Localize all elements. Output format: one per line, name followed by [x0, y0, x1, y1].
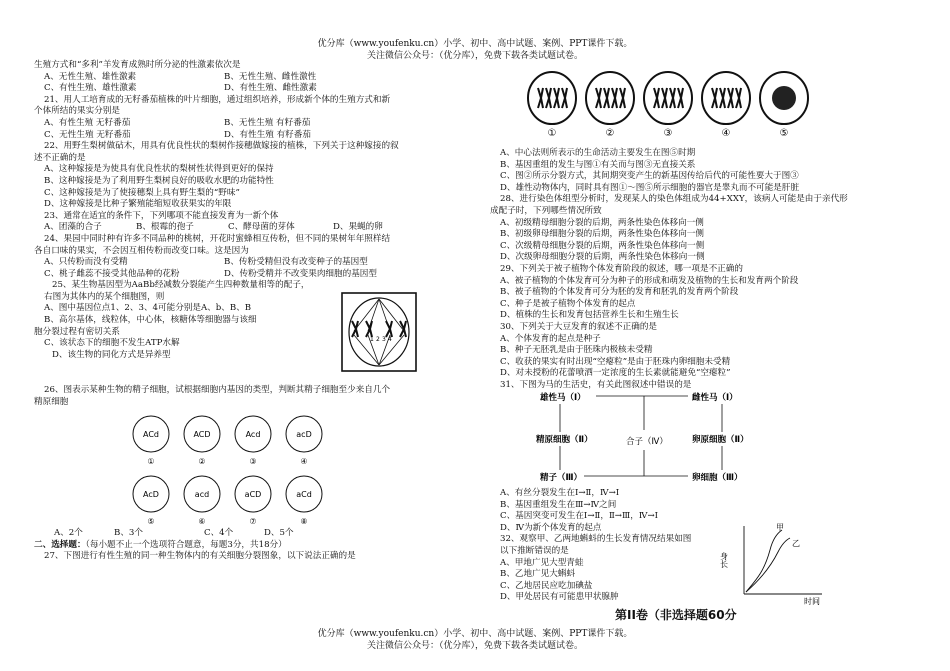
- q20-option-c: C、有性生殖、雄性激素: [44, 83, 137, 94]
- q20-options: [34, 72, 454, 84]
- q29-option-d: D、植株的生长和发育包括营养生长和生殖生长: [500, 310, 679, 321]
- q24-option-c: C、桃子雌蕊不接受其他品种的花粉: [44, 268, 180, 279]
- part-2-title: 第II卷（非选择题60分: [615, 608, 737, 622]
- q23-options: [34, 222, 454, 234]
- q31-option-d: D、Ⅳ为新个体发育的起点: [500, 522, 602, 533]
- sperm-cell-genotype: acd: [194, 490, 210, 499]
- q25-stem-2: 右图为其体内的某个细胞图，则: [44, 291, 165, 302]
- q21-stem-2: 个体所结的果实分别是: [34, 106, 120, 117]
- q21-option-b: B、无性生殖 有籽番茄: [224, 117, 311, 128]
- q31-life-cycle-diagram: [532, 388, 762, 486]
- left-column-bottom: [34, 528, 356, 563]
- q20-stem: 生殖方式和“多利”羊发育成熟时所分泌的性激素依次是: [34, 60, 241, 70]
- sperm-cell-genotype: aCd: [296, 490, 312, 499]
- q22-option-b: B、这种嫁接是为了利用野生梨树良好的吸收水肥的功能特性: [44, 175, 274, 186]
- q25-cell-figure: [340, 291, 418, 373]
- footer-line-1: 优分库（www.youfenku.cn）小学、初中、高中试题、案例、PPT课件下载。: [317, 629, 633, 639]
- q31-option-c: C、基因突变可发生在Ⅰ→Ⅱ，Ⅱ→Ⅲ，Ⅳ→Ⅰ: [500, 511, 659, 522]
- q26-cells-svg: [128, 412, 338, 532]
- q29-option-c: C、种子是被子植物个体发育的起点: [500, 298, 636, 309]
- footer-line-2: 关注微信公众号：（优分库），免费下载各类试题试卷。: [366, 641, 583, 651]
- section-2-title: 二、选择题：: [34, 539, 86, 550]
- q25-option-b: B、高尔基体，线粒体，中心体，核糖体等细胞器与该细: [44, 315, 257, 326]
- sperm-cell-genotype: ACD: [193, 430, 211, 439]
- q27-cell-1: [528, 72, 576, 139]
- q24-stem-2: 各自口味的果实，不会因互相传粉而改变口味。这是因为: [34, 245, 249, 256]
- q31-egg: 卵细胞（Ⅲ）: [692, 473, 743, 483]
- q20-option-a: A、无性生殖、雄性激素: [44, 71, 137, 82]
- q21-option-c: C、无性生殖 无籽番茄: [44, 129, 131, 140]
- sperm-cell-genotype: Acd: [245, 430, 261, 439]
- sperm-cell-number: ①: [147, 457, 155, 466]
- q27-cell-4: [702, 72, 750, 139]
- q25-option-a: A、图中基因位点1、2、3、4可能分别是A、b、B、B: [44, 303, 252, 314]
- q25-option-c: C、该状态下的细胞不发生ATP水解: [44, 338, 180, 349]
- q28-option-b: B、初级卵母细胞分裂的后期，两条性染色体移向一侧: [500, 229, 704, 240]
- q21-option-a: A、有性生殖 无籽番茄: [44, 117, 131, 128]
- q27-option-a: A、中心法则所表示的生命活动主要发生在图⑤时期: [500, 148, 696, 158]
- q21-stem: 21、用人工培育成的无籽番茄植株的叶片细胞，通过组织培养，形成新个体的生殖方式和新: [44, 94, 391, 105]
- q32-stem-2: 以下推断错误的是: [500, 545, 569, 556]
- q28-option-d: D、次级卵母细胞分裂的后期，两条性染色体移向一侧: [500, 252, 705, 263]
- q32-y-label: 身长: [719, 552, 729, 568]
- q26-sperm-cells: [128, 412, 338, 532]
- q32-option-a: A、甲地广见大型青蛙: [500, 557, 584, 568]
- q22-option-d: D、这种嫁接是比种子繁殖能缩短收获果实的年限: [44, 199, 232, 210]
- sperm-cell-number: ⑦: [249, 517, 257, 526]
- q31-female-adult: 雌性马（Ⅰ）: [692, 393, 738, 403]
- q27-cell-number: ④: [721, 128, 731, 139]
- q27-cell-figures: [520, 68, 820, 138]
- q20-option-d: D、有性生殖、雌性激素: [224, 83, 317, 94]
- q31-zygote: 合子（Ⅳ）: [626, 437, 668, 447]
- q30-option-c: C、收获的果实有时出现“空瘪粒”是由于胚珠内卵细胞未受精: [500, 356, 731, 367]
- q31-option-a: A、有丝分裂发生在Ⅰ→Ⅱ，Ⅳ→Ⅰ: [500, 488, 620, 498]
- q31-male-adult: 雄性马（Ⅰ）: [540, 393, 586, 403]
- q21-option-d: D、有性生殖 有籽番茄: [224, 129, 311, 140]
- q32-growth-graph: [719, 520, 832, 606]
- q22-option-a: A、这种嫁接是为使具有优良性状的梨树性状得到更好的保持: [44, 164, 274, 175]
- q21-options-2: [34, 130, 454, 142]
- q26-option-a: A、2个: [54, 528, 83, 538]
- q28-option-a: A、初级精母细胞分裂的后期，两条性染色体移向一侧: [500, 217, 704, 228]
- q31-sperm-mother: 精原细胞（Ⅱ）: [536, 435, 593, 445]
- q24-option-b: B、传粉受精但没有改变种子的基因型: [224, 257, 368, 268]
- sperm-cell-number: ③: [249, 457, 257, 466]
- q20-option-b: B、无性生殖、雌性激性: [224, 71, 317, 82]
- q24-stem: 24、果园中同时种有许多不同品种的桃树，开花时蜜蜂相互传粉，但不同的果树年年照样结: [44, 233, 391, 244]
- q31-egg-mother: 卵原细胞（Ⅱ）: [692, 435, 749, 445]
- q24-option-d: D、传粉受精并不改变果肉细胞的基因型: [224, 268, 377, 279]
- section-2-heading: [34, 540, 356, 552]
- q26-option-c: C、4个: [204, 528, 234, 538]
- q28-stem: 28、进行染色体组型分析时，发现某人的染色体组成为44+XXY，该病人可能是由于亲代形: [500, 194, 848, 205]
- q26-options: [34, 528, 356, 540]
- sperm-cell-number: ⑥: [198, 517, 206, 526]
- q26-stem-2: 精原细胞: [34, 397, 69, 408]
- header-line-2: 关注微信公众号：（优分库），免费下载各类试题试卷。: [366, 51, 583, 61]
- q30-option-b: B、种子无胚乳是由于胚珠内极核未受精: [500, 345, 653, 356]
- sperm-cell-number: ②: [198, 457, 206, 466]
- q24-options: [34, 257, 454, 269]
- q27-cell-5: [760, 72, 808, 139]
- sperm-cell-genotype: aCD: [244, 490, 262, 499]
- q30-option-d: D、对未授粉的花蕾喷洒一定浓度的生长素就能避免“空瘪粒”: [500, 368, 731, 379]
- q31-option-b: B、基因重组发生在Ⅲ→Ⅳ之间: [500, 499, 617, 510]
- q32-option-c: C、乙地居民应吃加碘盐: [500, 580, 593, 591]
- header-line-1: 优分库（www.youfenku.cn）小学、初中、高中试题、案例、PPT课件下载。: [317, 39, 633, 49]
- sperm-cell-number: ⑧: [300, 517, 308, 526]
- q32-stem: 32、观察甲、乙两地蝌蚪的生长发育情况结果如图: [500, 534, 692, 545]
- q23-option-d: D、果蝇的卵: [333, 222, 383, 233]
- q32-series-a-label: 甲: [776, 523, 784, 532]
- q22-option-c: C、这种嫁接是为了使接穗梨上具有野生梨的“野味”: [44, 187, 240, 198]
- q21-options: [34, 118, 454, 130]
- section-2-note: （每小题不止一个选项符合题意，每题3分，共18分）: [85, 539, 287, 550]
- q27-option-b: B、基因重组的发生与图①有关而与图③无直接关系: [500, 159, 696, 170]
- q23-stem: 23、通常在适宜的条件下，下列哪项不能直接发育为一新个体: [44, 210, 279, 221]
- q22-stem-2: 述不正确的是: [34, 152, 86, 163]
- right-column: [490, 148, 910, 391]
- q27-cell-number: ①: [547, 128, 557, 139]
- q27-stem: 27、下图进行有性生殖的同一种生物体内的有关细胞分裂图象，以下说法正确的是: [44, 551, 356, 562]
- q27-option-d: D、雄性动物体内，同时具有图①～图⑤所示细胞的器官是睾丸而不可能是肝脏: [500, 182, 800, 193]
- q23-option-b: B、根霉的孢子: [136, 222, 194, 233]
- q27-cell-number: ③: [663, 128, 673, 139]
- q26-option-b: B、3个: [114, 528, 143, 538]
- q29-option-a: A、被子植物的个体发育可分为种子的形成和萌发及植物的生长和发育两个阶段: [500, 275, 799, 286]
- q32-option-d: D、甲处居民有可能患甲状腺肿: [500, 592, 619, 603]
- q25-locus-2: 2: [376, 336, 380, 343]
- sperm-cell-number: ④: [300, 457, 308, 466]
- q27-cells-svg: [520, 68, 820, 138]
- q28-stem-2: 成配子时，下列哪些情况所致: [490, 205, 602, 216]
- q25-stem: 25、某生物基因型为AaBb经减数分裂能产生四种数量相等的配子，: [52, 280, 310, 291]
- q25-option-b-cont: 胞分裂过程有密切关系: [34, 326, 120, 337]
- q22-stem: 22、用野生梨树做砧木，用具有优良性状的梨树作接穗做嫁接的植株，下列关于这种嫁接的叙: [44, 141, 399, 152]
- q24-option-a: A、只传粉而没有受精: [44, 257, 128, 268]
- q32-series-b-label: 乙: [792, 539, 800, 548]
- q32-curve-a: [746, 530, 782, 592]
- q25-locus-4: 4: [388, 336, 392, 343]
- q31-stem: 31、下图为马的生活史，有关此图叙述中错误的是: [500, 379, 692, 390]
- q27-cell-number: ②: [605, 128, 615, 139]
- q25-option-d: D、该生物的同化方式是异养型: [52, 349, 171, 360]
- q20-options-2: [34, 83, 454, 95]
- q25-locus-3: 3: [382, 336, 386, 343]
- q32-option-b: B、乙地广见大蝌蚪: [500, 569, 576, 580]
- sperm-cell-number: ⑤: [147, 517, 155, 526]
- q25-locus-1: 1: [370, 336, 374, 343]
- q30-stem: 30、下列关于大豆发育的叙述不正确的是: [500, 321, 658, 332]
- sperm-cell-genotype: AcD: [143, 490, 159, 499]
- q26-option-d: D、5个: [264, 528, 294, 538]
- q27-cell-2: [586, 72, 634, 139]
- sperm-cell-genotype: ACd: [143, 430, 159, 439]
- q29-option-b: B、被子植物的个体发育可分为胚的发育和胚乳的发育两个阶段: [500, 287, 739, 298]
- q28-option-c: C、次级精母细胞分裂的后期，两条性染色体移向一侧: [500, 240, 705, 251]
- q23-option-a: A、团藻的合子: [44, 222, 102, 233]
- q24-options-2: [34, 269, 454, 281]
- sperm-cell-genotype: acD: [296, 430, 312, 439]
- q31-sperm: 精子（Ⅲ）: [540, 473, 583, 483]
- page-footer: [0, 628, 950, 652]
- q27-cell-number: ⑤: [779, 128, 789, 139]
- page-header: [0, 38, 950, 62]
- q27-option-c: C、图②所示分裂方式，其间期突变产生的新基因传给后代的可能性要大于图③: [500, 171, 799, 182]
- q32-x-label: 时间: [804, 597, 820, 606]
- q29-stem: 29、下列关于被子植物个体发育阶段的叙述，哪一项是不正确的: [500, 263, 743, 274]
- q27-cell-3: [644, 72, 692, 139]
- q30-option-a: A、个体发育的起点是种子: [500, 333, 601, 344]
- q26-stem: 26、图表示某种生物的精子细胞，试根据细胞内基因的类型，判断其精子细胞至少来自几个: [44, 385, 391, 396]
- q23-option-c: C、酵母菌的芽体: [228, 222, 295, 233]
